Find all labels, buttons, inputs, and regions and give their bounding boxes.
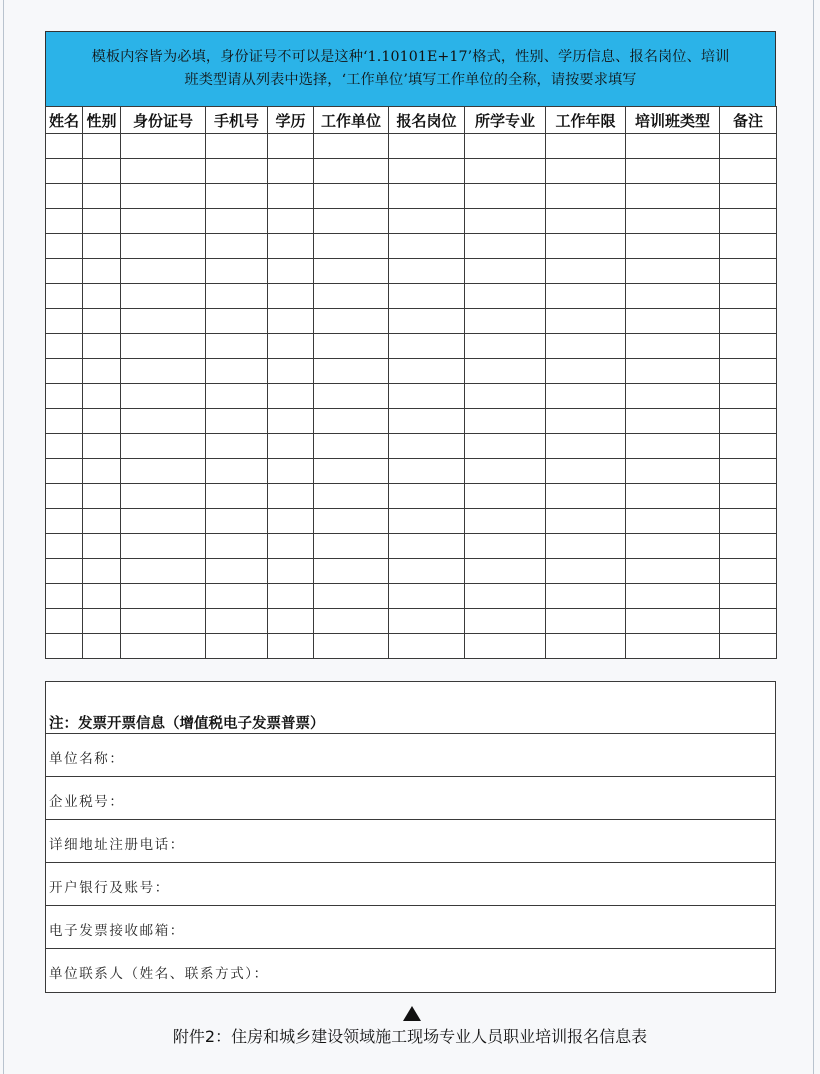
table-cell[interactable] [268,384,314,409]
table-cell[interactable] [626,484,720,509]
table-cell[interactable] [626,434,720,459]
table-cell[interactable] [720,259,777,284]
table-cell[interactable] [720,334,777,359]
table-cell[interactable] [546,409,626,434]
table-cell[interactable] [720,284,777,309]
table-cell[interactable] [465,459,546,484]
column-header-name: 姓名 [46,107,83,134]
table-cell[interactable] [720,309,777,334]
field-label-address-phone: 详细地址注册电话： [49,837,185,853]
table-cell[interactable] [83,409,121,434]
page-right-edge [813,0,814,1074]
table-cell[interactable] [314,509,389,534]
table-cell[interactable] [465,209,546,234]
table-cell[interactable] [314,309,389,334]
table-cell[interactable] [389,309,465,334]
table-cell[interactable] [546,359,626,384]
table-row [46,334,777,359]
table-cell[interactable] [389,159,465,184]
table-row [46,184,777,209]
table-cell[interactable] [389,359,465,384]
table-cell[interactable] [206,159,268,184]
table-cell[interactable] [121,384,206,409]
table-cell[interactable] [389,484,465,509]
table-cell[interactable] [121,559,206,584]
table-cell[interactable] [314,634,389,659]
table-cell[interactable] [46,384,83,409]
table-cell[interactable] [268,284,314,309]
table-cell[interactable] [465,634,546,659]
table-cell[interactable] [46,534,83,559]
table-cell[interactable] [83,509,121,534]
invoice-field-row[interactable] [46,862,775,905]
table-cell[interactable] [268,584,314,609]
table-cell[interactable] [46,234,83,259]
table-cell[interactable] [546,609,626,634]
table-cell[interactable] [465,334,546,359]
table-cell[interactable] [314,334,389,359]
table-cell[interactable] [121,534,206,559]
table-cell[interactable] [46,284,83,309]
table-cell[interactable] [83,134,121,159]
field-label-bank-account: 开户银行及账号： [49,880,170,896]
table-cell[interactable] [46,609,83,634]
table-cell[interactable] [121,459,206,484]
table-cell[interactable] [83,584,121,609]
table-cell[interactable] [268,209,314,234]
table-cell[interactable] [546,584,626,609]
table-cell[interactable] [121,609,206,634]
table-row [46,359,777,384]
invoice-field-row[interactable] [46,819,775,862]
table-cell[interactable] [83,359,121,384]
table-cell[interactable] [206,334,268,359]
table-cell[interactable] [546,434,626,459]
table-cell[interactable] [546,259,626,284]
table-cell[interactable] [389,334,465,359]
table-cell[interactable] [465,184,546,209]
table-cell[interactable] [465,284,546,309]
table-cell[interactable] [206,284,268,309]
table-cell[interactable] [720,584,777,609]
table-row [46,284,777,309]
table-cell[interactable] [268,334,314,359]
table-cell[interactable] [389,384,465,409]
table-cell[interactable] [83,309,121,334]
table-cell[interactable] [465,384,546,409]
table-row [46,259,777,284]
registration-table [45,106,777,659]
table-cell[interactable] [46,334,83,359]
table-cell[interactable] [206,484,268,509]
table-cell[interactable] [206,259,268,284]
table-cell[interactable] [268,309,314,334]
table-cell[interactable] [121,334,206,359]
table-cell[interactable] [626,334,720,359]
table-cell[interactable] [465,159,546,184]
invoice-field-row[interactable] [46,776,775,819]
table-cell[interactable] [314,134,389,159]
table-cell[interactable] [268,159,314,184]
table-cell[interactable] [389,134,465,159]
table-cell[interactable] [268,134,314,159]
table-cell[interactable] [546,159,626,184]
table-row [46,484,777,509]
invoice-field-row[interactable] [46,733,775,776]
table-cell[interactable] [83,209,121,234]
table-cell[interactable] [626,234,720,259]
table-cell[interactable] [546,559,626,584]
table-cell[interactable] [206,459,268,484]
table-cell[interactable] [314,159,389,184]
table-cell[interactable] [389,459,465,484]
table-cell[interactable] [206,409,268,434]
table-cell[interactable] [83,159,121,184]
table-cell[interactable] [121,234,206,259]
attachment-caption: 附件2：住房和城乡建设领域施工现场专业人员职业培训报名信息表 [172,1027,648,1046]
table-cell[interactable] [121,509,206,534]
table-cell[interactable] [626,259,720,284]
table-cell[interactable] [121,634,206,659]
registration-sheet [45,31,776,659]
table-row [46,309,777,334]
table-cell[interactable] [206,234,268,259]
table-cell[interactable] [268,359,314,384]
column-header-id-number: 身份证号 [121,107,206,134]
table-cell[interactable] [46,634,83,659]
table-cell[interactable] [268,534,314,559]
table-cell[interactable] [465,509,546,534]
table-cell[interactable] [46,209,83,234]
table-cell[interactable] [206,384,268,409]
table-cell[interactable] [546,634,626,659]
table-row [46,159,777,184]
table-cell[interactable] [314,259,389,284]
table-row [46,634,777,659]
table-cell[interactable] [720,634,777,659]
table-cell[interactable] [626,284,720,309]
table-cell[interactable] [314,609,389,634]
table-cell[interactable] [314,434,389,459]
column-header-education: 学历 [268,107,314,134]
table-cell[interactable] [465,559,546,584]
table-cell[interactable] [389,559,465,584]
table-cell[interactable] [314,384,389,409]
table-cell[interactable] [546,309,626,334]
table-cell[interactable] [626,559,720,584]
table-cell[interactable] [83,259,121,284]
table-row [46,409,777,434]
table-header-row [46,107,777,134]
table-cell[interactable] [465,534,546,559]
table-cell[interactable] [465,134,546,159]
table-cell[interactable] [546,384,626,409]
table-cell[interactable] [121,259,206,284]
table-cell[interactable] [546,334,626,359]
table-cell[interactable] [83,334,121,359]
table-cell[interactable] [626,609,720,634]
table-cell[interactable] [206,534,268,559]
table-cell[interactable] [121,134,206,159]
column-header-employer: 工作单位 [314,107,389,134]
table-cell[interactable] [314,359,389,384]
table-cell[interactable] [83,559,121,584]
invoice-info-box [45,681,776,993]
table-cell[interactable] [720,409,777,434]
table-cell[interactable] [268,509,314,534]
table-cell[interactable] [720,484,777,509]
table-cell[interactable] [314,184,389,209]
table-cell[interactable] [46,484,83,509]
table-cell[interactable] [720,534,777,559]
table-cell[interactable] [121,209,206,234]
table-cell[interactable] [206,434,268,459]
field-label-tax-id: 企业税号： [49,794,125,810]
table-cell[interactable] [206,634,268,659]
table-cell[interactable] [720,159,777,184]
table-cell[interactable] [720,509,777,534]
table-cell[interactable] [83,434,121,459]
instructions-line-2: 班类型请从列表中选择，‘工作单位’填写工作单位的全称，请按要求填写 [184,72,637,88]
table-cell[interactable] [626,309,720,334]
table-cell[interactable] [546,534,626,559]
table-row [46,559,777,584]
invoice-field-row[interactable] [46,948,775,991]
table-cell[interactable] [83,634,121,659]
column-header-major: 所学专业 [465,107,546,134]
column-header-phone: 手机号 [206,107,268,134]
table-cell[interactable] [206,609,268,634]
table-cell[interactable] [46,409,83,434]
table-cell[interactable] [465,609,546,634]
table-cell[interactable] [46,184,83,209]
table-cell[interactable] [465,309,546,334]
table-cell[interactable] [626,534,720,559]
table-row [46,534,777,559]
table-cell[interactable] [314,584,389,609]
table-cell[interactable] [546,459,626,484]
table-cell[interactable] [206,309,268,334]
table-cell[interactable] [314,284,389,309]
table-cell[interactable] [389,284,465,309]
invoice-field-row[interactable] [46,905,775,948]
table-cell[interactable] [46,159,83,184]
table-cell[interactable] [46,134,83,159]
table-cell[interactable] [121,184,206,209]
table-cell[interactable] [121,309,206,334]
table-cell[interactable] [389,234,465,259]
table-cell[interactable] [46,434,83,459]
instructions-banner [45,31,776,106]
field-label-unit-name: 单位名称： [49,751,125,767]
table-cell[interactable] [546,484,626,509]
table-cell[interactable] [46,559,83,584]
table-cell[interactable] [206,134,268,159]
table-body [46,134,777,659]
table-cell[interactable] [206,184,268,209]
field-label-email: 电子发票接收邮箱： [49,923,185,939]
table-cell[interactable] [626,134,720,159]
table-cell[interactable] [720,209,777,234]
table-cell[interactable] [314,409,389,434]
table-cell[interactable] [314,209,389,234]
column-header-position: 报名岗位 [389,107,465,134]
table-cell[interactable] [46,309,83,334]
table-cell[interactable] [206,509,268,534]
column-header-gender: 性别 [83,107,121,134]
table-row [46,609,777,634]
table-cell[interactable] [465,434,546,459]
table-row [46,434,777,459]
invoice-title: 注：发票开票信息（增值税电子发票普票） [49,716,325,732]
column-header-remarks: 备注 [720,107,777,134]
table-cell[interactable] [389,259,465,284]
instructions-line-1: 模板内容皆为必填，身份证号不可以是这种‘1.10101E+17’格式，性别、学历信息、报名岗位、培训 [91,49,730,65]
table-cell[interactable] [121,409,206,434]
table-cell[interactable] [389,409,465,434]
table-cell[interactable] [626,459,720,484]
table-cell[interactable] [389,184,465,209]
table-cell[interactable] [465,584,546,609]
table-cell[interactable] [546,184,626,209]
table-cell[interactable] [626,184,720,209]
table-cell[interactable] [268,434,314,459]
table-cell[interactable] [465,234,546,259]
table-cell[interactable] [46,259,83,284]
table-cell[interactable] [121,434,206,459]
triangle-up-icon [403,1006,421,1021]
table-cell[interactable] [546,284,626,309]
table-cell[interactable] [720,384,777,409]
table-cell[interactable] [268,484,314,509]
table-cell[interactable] [121,584,206,609]
table-row [46,509,777,534]
table-cell[interactable] [314,459,389,484]
table-cell[interactable] [720,609,777,634]
table-cell[interactable] [206,209,268,234]
table-cell[interactable] [389,434,465,459]
table-cell[interactable] [626,584,720,609]
table-cell[interactable] [314,484,389,509]
table-cell[interactable] [46,584,83,609]
table-cell[interactable] [206,359,268,384]
table-cell[interactable] [720,434,777,459]
table-cell[interactable] [268,409,314,434]
table-cell[interactable] [268,234,314,259]
table-cell[interactable] [314,234,389,259]
table-cell[interactable] [546,509,626,534]
table-cell[interactable] [389,634,465,659]
table-cell[interactable] [626,359,720,384]
table-cell[interactable] [268,634,314,659]
table-cell[interactable] [46,359,83,384]
table-cell[interactable] [720,559,777,584]
table-cell[interactable] [268,459,314,484]
table-cell[interactable] [121,484,206,509]
table-cell[interactable] [83,284,121,309]
table-cell[interactable] [83,234,121,259]
table-cell[interactable] [465,259,546,284]
table-cell[interactable] [121,284,206,309]
table-cell[interactable] [389,534,465,559]
table-cell[interactable] [465,359,546,384]
table-cell[interactable] [206,559,268,584]
page-left-edge [3,0,4,1074]
table-cell[interactable] [83,459,121,484]
table-cell[interactable] [268,609,314,634]
table-row [46,384,777,409]
table-cell[interactable] [389,609,465,634]
field-label-contact: 单位联系人（姓名、联系方式）： [49,966,269,982]
column-header-years: 工作年限 [546,107,626,134]
table-cell[interactable] [720,234,777,259]
table-cell[interactable] [626,509,720,534]
column-header-class-type: 培训班类型 [626,107,720,134]
table-cell[interactable] [465,409,546,434]
table-cell[interactable] [546,134,626,159]
table-row [46,209,777,234]
table-row [46,459,777,484]
table-cell[interactable] [314,559,389,584]
table-cell[interactable] [314,534,389,559]
table-cell[interactable] [720,184,777,209]
table-cell[interactable] [389,584,465,609]
table-cell[interactable] [121,359,206,384]
table-cell[interactable] [465,484,546,509]
table-cell[interactable] [389,509,465,534]
table-cell[interactable] [268,259,314,284]
table-cell[interactable] [46,459,83,484]
table-cell[interactable] [83,534,121,559]
table-cell[interactable] [626,634,720,659]
table-cell[interactable] [268,184,314,209]
table-cell[interactable] [720,359,777,384]
table-cell[interactable] [83,609,121,634]
table-cell[interactable] [720,134,777,159]
table-cell[interactable] [626,409,720,434]
table-cell[interactable] [626,209,720,234]
table-row [46,584,777,609]
table-cell[interactable] [268,559,314,584]
table-row [46,234,777,259]
table-row [46,134,777,159]
table-cell[interactable] [206,584,268,609]
table-cell[interactable] [83,184,121,209]
table-cell[interactable] [626,159,720,184]
table-cell[interactable] [546,234,626,259]
table-cell[interactable] [83,484,121,509]
table-cell[interactable] [121,159,206,184]
table-cell[interactable] [720,459,777,484]
table-cell[interactable] [83,384,121,409]
table-cell[interactable] [389,209,465,234]
table-cell[interactable] [626,384,720,409]
table-cell[interactable] [46,509,83,534]
table-cell[interactable] [546,209,626,234]
